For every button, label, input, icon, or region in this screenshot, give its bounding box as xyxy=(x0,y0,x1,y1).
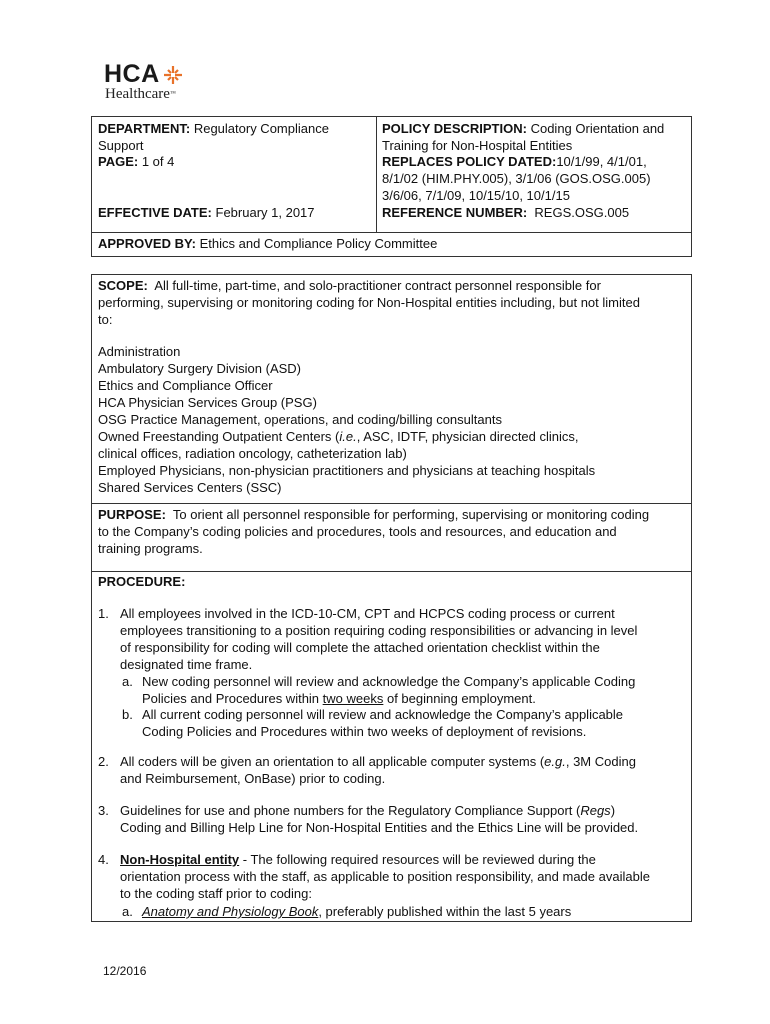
procedure-item-4-marker: 4. xyxy=(98,852,109,867)
approved-by-field: APPROVED BY: Ethics and Compliance Policy Committee xyxy=(98,236,438,251)
logo-subtitle: Healthcare™ xyxy=(105,86,176,102)
scope-section: SCOPE: All full-time, part-time, and solo-practitioner contract personnel responsible for performing, supervising or monitoring coding for Non-Hospital entities including, but not limited to: xyxy=(98,278,640,327)
effective-date-field: EFFECTIVE DATE: February 1, 2017 xyxy=(98,205,315,220)
procedure-item-1: 1. xyxy=(98,606,109,621)
list-item: Shared Services Centers (SSC) xyxy=(98,480,282,495)
page-field: PAGE: 1 of 4 xyxy=(98,154,175,169)
procedure-item-1a-marker: a. xyxy=(122,674,133,689)
procedure-item-1-text: All employees involved in the ICD-10-CM, CPT and HCPCS coding process or current employees transitioning to a position requiring coding responsibilities or advancing in level of responsibility for coding will complete the attached orientation checklist within the designated time frame. xyxy=(120,606,638,672)
procedure-item-1b: All current coding personnel will review and acknowledge the Company’s applicable Coding Policies and Procedures within two weeks of deployment of revisions. xyxy=(142,707,624,739)
star-icon xyxy=(163,65,183,85)
list-item: Owned Freestanding Outpatient Centers (i.e., ASC, IDTF, physician directed clinics, xyxy=(98,429,579,444)
list-item: OSG Practice Management, operations, and coding/billing consultants xyxy=(98,412,502,427)
procedure-item-4: Non-Hospital entity - The following required resources will be reviewed during the orientation process with the staff, as applicable to position responsibility, and made available to the coding staff prior to coding: xyxy=(120,852,650,901)
purpose-section: PURPOSE: To orient all personnel responsible for performing, supervising or monitoring coding to the Company’s coding policies and procedures, tools and resources, and education and training programs. xyxy=(98,507,650,556)
replaces-policy-field: REPLACES POLICY DATED:10/1/99, 4/1/01, 8/1/02 (HIM.PHY.005), 3/1/06 (GOS.OSG.005) 3/6/06, 7/1/09, 10/15/10, 10/1/15 xyxy=(382,154,651,203)
logo-wordmark: HCA xyxy=(104,60,160,88)
list-item: Ethics and Compliance Officer xyxy=(98,378,273,393)
procedure-item-1a: New coding personnel will review and acknowledge the Company’s applicable Coding Policies and Procedures within two weeks of beginning employment. xyxy=(142,674,636,706)
list-item: Employed Physicians, non-physician practitioners and physicians at teaching hospitals xyxy=(98,463,596,478)
department-field: DEPARTMENT: Regulatory Compliance Support xyxy=(98,121,329,153)
procedure-heading: PROCEDURE: xyxy=(98,574,186,589)
footer-date: 12/2016 xyxy=(103,964,147,978)
list-item: HCA Physician Services Group (PSG) xyxy=(98,395,317,410)
procedure-item-3-marker: 3. xyxy=(98,803,109,818)
scope-list xyxy=(98,343,595,496)
list-item: clinical offices, radiation oncology, catheterization lab) xyxy=(98,446,407,461)
reference-number-field: REFERENCE NUMBER: REGS.OSG.005 xyxy=(382,205,630,220)
list-item: Ambulatory Surgery Division (ASD) xyxy=(98,361,302,376)
procedure-item-1b-marker: b. xyxy=(122,707,133,722)
policy-body xyxy=(91,274,692,922)
list-item: Administration xyxy=(98,344,181,359)
policy-header-table xyxy=(91,116,692,257)
procedure-item-4a-marker: a. xyxy=(122,904,133,919)
procedure-item-3: Guidelines for use and phone numbers for the Regulatory Compliance Support (Regs) Coding and Billing Help Line for Non-Hospital Entities and the Ethics Line will be provided. xyxy=(120,803,639,835)
procedure-item-2: All coders will be given an orientation to all applicable computer systems (e.g., 3M Coding and Reimbursement, OnBase) prior to coding. xyxy=(120,754,636,786)
procedure-item-2-marker: 2. xyxy=(98,754,109,769)
policy-description-field: POLICY DESCRIPTION: Coding Orientation and Training for Non-Hospital Entities xyxy=(382,121,665,153)
hca-healthcare-logo xyxy=(104,62,214,104)
procedure-item-4a: Anatomy and Physiology Book, preferably published within the last 5 years xyxy=(142,904,572,919)
